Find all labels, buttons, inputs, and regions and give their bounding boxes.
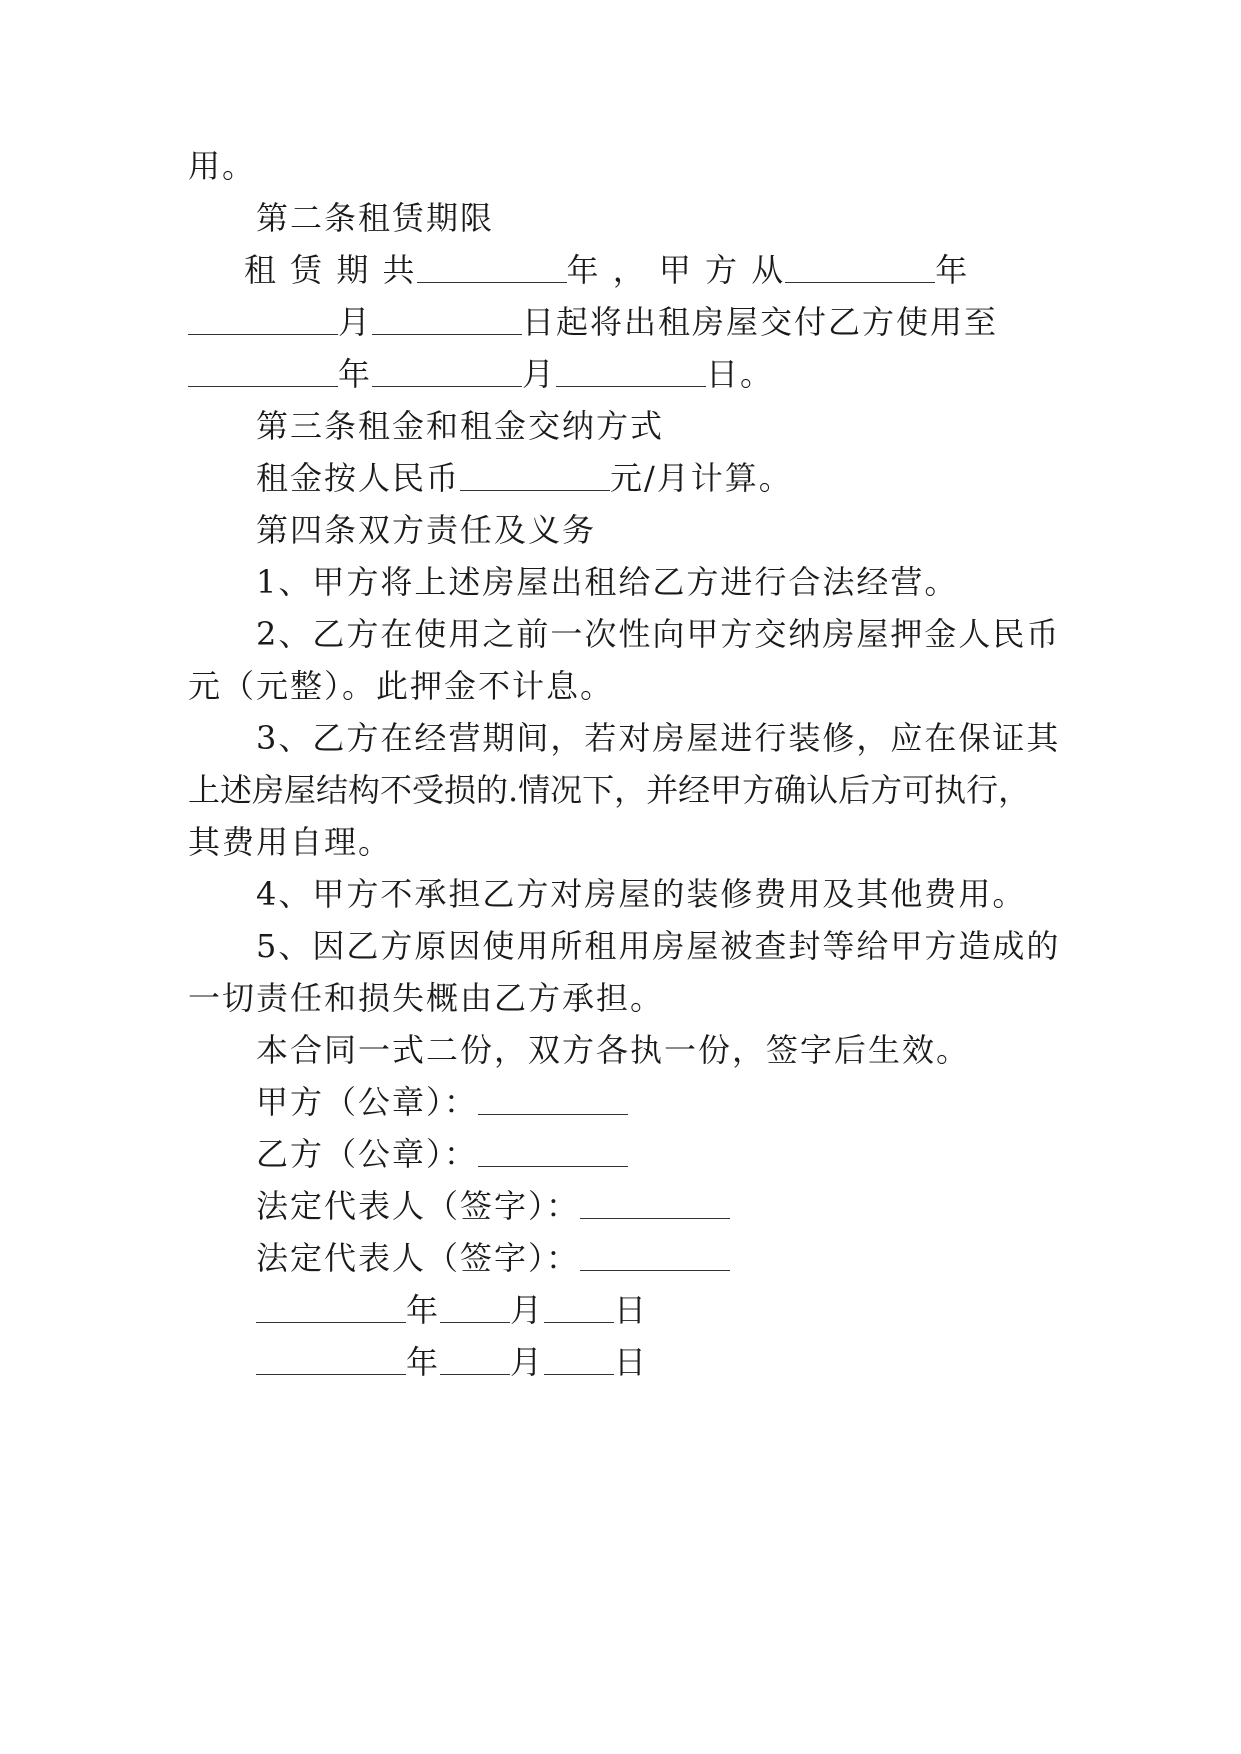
section-heading-duties: 第四条双方责任及义务 xyxy=(256,511,597,549)
text-line: 用。 xyxy=(188,147,257,185)
blank-field xyxy=(556,356,706,387)
text-line: 3、乙方在经营期间，若对房屋进行装修，应在保证其 xyxy=(256,719,1061,757)
date-line: 年 月 日 xyxy=(256,1342,648,1382)
section-heading-term: 第二条租赁期限 xyxy=(256,199,495,237)
text-line: 上述房屋结构不受损的.情况下，并经甲方确认后方可执行， xyxy=(188,771,1031,809)
blank-field xyxy=(372,304,522,335)
text-line: 元（元整）。此押金不计息。 xyxy=(188,667,615,705)
blank-field xyxy=(785,252,935,283)
blank-field xyxy=(188,356,338,387)
date-line: 年 月 日 xyxy=(256,1290,648,1330)
blank-field xyxy=(580,1188,730,1219)
signature-line-party-b: 乙方（公章）： xyxy=(256,1134,628,1174)
blank-field xyxy=(440,1292,510,1323)
text-line: 租 赁 期 共 年 ， 甲 方 从 年 xyxy=(244,251,970,289)
text-line: 2、乙方在使用之前一次性向甲方交纳房屋押金人民币 xyxy=(256,615,1061,653)
blank-field xyxy=(544,1292,614,1323)
signature-line-representative-b: 法定代表人（签字）： xyxy=(256,1238,730,1278)
blank-field xyxy=(544,1344,614,1375)
blank-field xyxy=(478,1084,628,1115)
text-line: 1、甲方将上述房屋出租给乙方进行合法经营。 xyxy=(256,563,959,601)
text-line: 其费用自理。 xyxy=(188,823,393,861)
signature-line-representative-a: 法定代表人（签字）： xyxy=(256,1186,730,1226)
blank-field xyxy=(440,1344,510,1375)
text-line: 5、因乙方原因使用所租用房屋被查封等给甲方造成的 xyxy=(256,927,1061,965)
text-line: 一切责任和损失概由乙方承担。 xyxy=(188,979,665,1017)
blank-field xyxy=(256,1344,406,1375)
blank-field xyxy=(417,252,567,283)
blank-field xyxy=(188,304,338,335)
blank-field xyxy=(460,460,610,491)
blank-field xyxy=(478,1136,628,1167)
blank-field xyxy=(580,1240,730,1271)
blank-field xyxy=(256,1292,406,1323)
text-line: 年 月 日。 xyxy=(188,354,774,394)
text-line: 租金按人民币 元/月计算。 xyxy=(256,459,793,497)
blank-field xyxy=(372,356,522,387)
section-heading-rent: 第三条租金和租金交纳方式 xyxy=(256,407,665,445)
text-line: 月 日起将出租房屋交付乙方使用至 xyxy=(188,302,944,342)
text-line: 4、甲方不承担乙方对房屋的装修费用及其他费用。 xyxy=(256,875,1027,913)
signature-line-party-a: 甲方（公章）： xyxy=(256,1082,628,1122)
text-line: 本合同一式二份，双方各执一份，签字后生效。 xyxy=(256,1031,971,1069)
